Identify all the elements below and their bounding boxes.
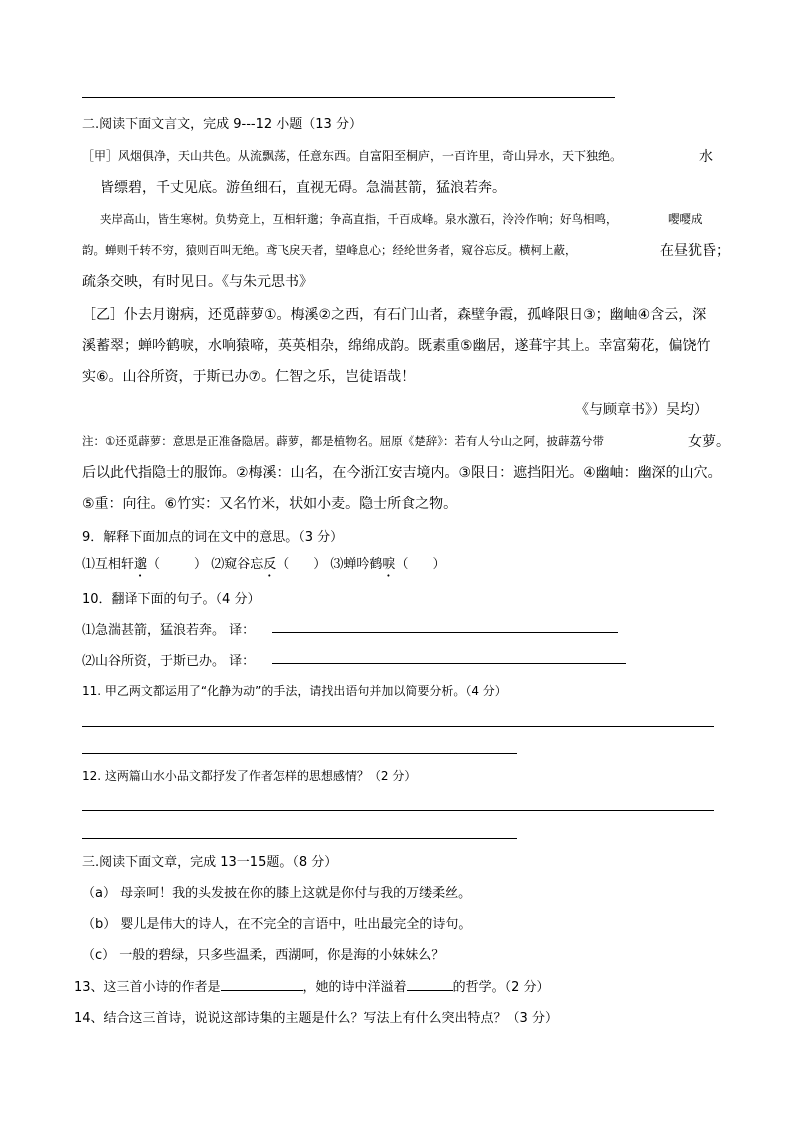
q9-item1-paren-close: ） <box>194 557 208 572</box>
yi-line-1: ［乙］仆去月谢病，还觅薜萝①。梅溪②之西，有石门山者，森壁争霞，孤峰限日③；幽岫④含云，深 <box>82 307 707 323</box>
q9-item3-dot-word: 唳 <box>382 557 396 572</box>
q10-prompt: 10．翻译下面的句子。（4 分） <box>82 592 261 607</box>
section3-title: 三.阅读下面文章，完成 13一15题。（8 分） <box>82 855 338 870</box>
jia-line-1: ［甲］风烟俱净，天山共色。从流飘荡，任意东西。自富阳至桐庐，一百许里，奇山异水，天下独绝。 <box>82 149 623 163</box>
notes-line-2: 后以此代指隐士的服饰。②梅溪：山名，在今浙江安吉境内。③限日：遮挡阳光。④幽岫：幽深的山穴。 <box>82 465 722 481</box>
q9-item2-paren-open: （ <box>276 557 290 572</box>
q10-item1-answer-line[interactable] <box>272 632 618 633</box>
q9-item3-paren-open: （ <box>395 557 409 572</box>
q9-item1-paren-open: （ <box>147 557 161 572</box>
q14-prompt: 14、结合这三首诗，说说这部诗集的主题是什么？写法上有什么突出特点？（3 分） <box>74 1011 558 1026</box>
yi-source: 《与顾章书》）吴均） <box>575 402 708 418</box>
q13-part3: 的哲学。（2 分） <box>452 980 550 995</box>
jia-line-4: 韵。蝉则千转不穷，猿则百叫无绝。鸢飞戾天者，望峰息心；经纶世务者，窥谷忘反。横柯上蔽， <box>82 243 577 257</box>
q9-item2-paren-close: ） <box>313 557 327 572</box>
jia-line-3: 夹岸高山，皆生寒树。负势竞上，互相轩邈；争高直指，千百成峰。泉水激石，泠泠作响；好鸟相鸣， <box>100 212 618 226</box>
yi-line-3: 实⑥。山谷所资，于斯已办⑦。仁智之乐，岂徒语哉！ <box>82 369 416 385</box>
q11-prompt: 11. 甲乙两文都运用了“化静为动”的手法，请找出语句并加以简要分析。（4 分） <box>82 684 507 698</box>
q9-item2-dot-word: 反 <box>263 557 277 572</box>
q10-item1: ⑴急湍甚箭，猛浪若奔。 译： <box>82 623 256 638</box>
notes-line-1: 注：①还觅薜萝：意思是正准备隐居。薜萝，都是植物名。屈原《楚辞》：若有人兮山之阿，披薜荔兮带 <box>82 434 605 448</box>
q9-item1-dot-word: 邈 <box>134 557 148 572</box>
q9-items <box>82 553 445 580</box>
jia-line-3-end: 嘤嘤成 <box>668 212 703 226</box>
q9-item2-label: ⑵窥谷忘 <box>211 557 264 572</box>
notes-line-3: ⑤重：向往。⑥竹实：又名竹米，状如小麦。隐士所食之物。 <box>82 496 458 512</box>
q13-part2: ，她的诗中洋溢着 <box>302 980 407 995</box>
jia-line-1-end: 水 <box>699 149 713 165</box>
q10-item2: ⑵山谷所资，于斯已办。 译： <box>82 654 256 669</box>
jia-line-2: 皆缥碧，千丈见底。游鱼细石，直视无碍。急湍甚箭，猛浪若奔。 <box>100 180 506 196</box>
top-rule <box>82 97 615 98</box>
section2-title: 二.阅读下面文言文，完成 9---12 小题（13 分） <box>82 117 362 132</box>
yi-line-2: 溪蓄翠；蝉吟鹤唳，水响猿啼，英英相杂，绵绵成韵。既素重⑤幽居，遂葺宇其上。幸富菊花，偏饶竹 <box>82 338 711 354</box>
poem-b: （b） 婴儿是伟大的诗人，在不完全的言语中，吐出最完全的诗句。 <box>82 917 472 932</box>
q10-item2-answer-line[interactable] <box>272 663 626 664</box>
jia-line-5: 疏条交映，有时见日。《与朱元思书》 <box>82 274 313 290</box>
q13-part1: 13、这三首小诗的作者是 <box>74 980 221 995</box>
q11-answer-line-1[interactable] <box>82 726 714 727</box>
q13 <box>74 976 549 995</box>
q13-author-blank[interactable] <box>221 977 303 991</box>
q12-prompt: 12. 这两篇山水小品文都抒发了作者怎样的思想感情？（2 分） <box>82 769 417 783</box>
poem-c: （c） 一般的碧绿，只多些温柔，西湖呵，你是海的小妹妹么？ <box>82 948 445 963</box>
q12-answer-line-1[interactable] <box>82 810 714 811</box>
jia-line-4-end: 在昼犹昏； <box>660 243 730 259</box>
notes-line-1-end: 女萝。 <box>688 434 730 450</box>
poem-a: （a） 母亲呵！我的头发披在你的膝上这就是你付与我的万缕柔丝。 <box>82 886 472 901</box>
q9-item1-label: ⑴互相轩 <box>82 557 135 572</box>
q9-item3-paren-close: ） <box>432 557 446 572</box>
q9-item3-label: ⑶蝉吟鹤 <box>330 557 383 572</box>
q12-answer-line-2[interactable] <box>82 838 517 839</box>
q9-prompt: 9．解释下面加点的词在文中的意思。（3 分） <box>82 530 344 545</box>
q11-answer-line-2[interactable] <box>82 753 517 754</box>
q13-philosophy-blank[interactable] <box>407 977 453 991</box>
